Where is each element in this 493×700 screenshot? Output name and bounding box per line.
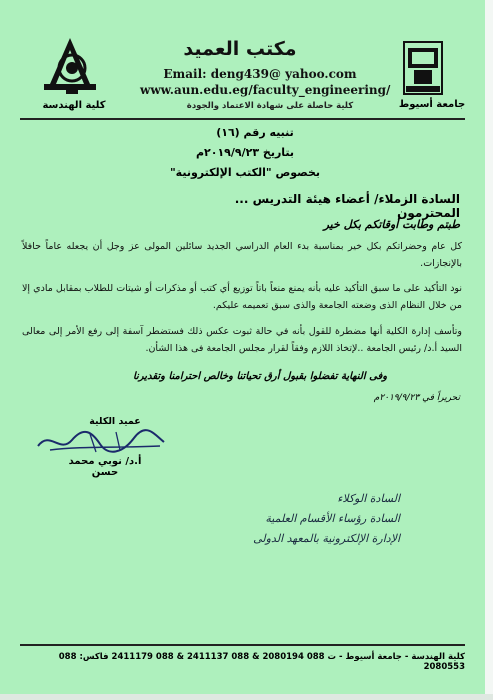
notice-date: بتاريخ ٢٠١٩/٩/٢٣م — [195, 146, 295, 159]
email-line: Email: deng439@ yahoo.com — [163, 67, 357, 81]
faculty-name: كلية الهندسة — [42, 100, 106, 111]
addressee: السادة الزملاء/ أعضاء هيئة التدريس ... المحترمون — [234, 192, 460, 220]
website-line: www.aun.edu.eg/faculty_engineering/ — [140, 83, 391, 97]
dean-name: أ.د/ نوبي محمد حسن — [68, 456, 142, 478]
issued-date: تحريراً في ٢٠١٩/٩/٢٣م — [373, 393, 460, 403]
accreditation-note: كلية حاصلة على شهادة الاعتماد والجودة — [186, 101, 354, 111]
cc-item: الإدارة الإلكترونية بالمعهد الدولى — [253, 532, 400, 545]
office-title: مكتب العميد — [183, 38, 297, 60]
page-edge — [485, 0, 493, 700]
header-divider — [20, 118, 465, 120]
cc-item: السادة رؤساء الأقسام العلمية — [265, 512, 400, 525]
footer-contact: كلية الهندسة - جامعة أسيوط - ت 088 2080194 & 088 2411137 & 088 2411179 فاكس: 088 2080553 — [58, 652, 465, 672]
faculty-logo — [42, 34, 98, 96]
university-logo — [402, 40, 444, 96]
paragraph-2: نود التأكيد على ما سبق التأكيد عليه بأنه يمنع منعاً باتاً توزيع أي كتب أو مذكرات أو شيتات للطلاب بمقابل مادي إلا من خلال النظام الذى وضعته الجامعة والذى سبق تعميمه عليكم. — [22, 283, 462, 311]
notice-subject: بخصوص "الكتب الإلكترونية" — [169, 166, 321, 179]
paragraph-1: كل عام وحضراتكم بكل خير بمناسبة بدء العام الدراسي الجديد سائلين المولى عز وجل أن يجعله عاماً حافلاً بالإنجازات. — [22, 241, 462, 269]
footer-divider — [20, 644, 465, 646]
cc-item: السادة الوكلاء — [337, 492, 400, 505]
handwritten-signature — [30, 424, 170, 458]
university-name: جامعة أسيوط — [398, 99, 466, 110]
greeting: طبتم وطابت أوقاتكم بكل خير — [323, 218, 460, 231]
page-edge-bottom — [0, 694, 493, 700]
notice-number: تنبيه رقم (١٦) — [216, 126, 294, 139]
dean-title: عميد الكلية — [89, 416, 141, 427]
paragraph-3: وتأسف إدارة الكلية أنها مضطرة للقول بأنه في حالة ثبوت عكس ذلك فستضطر آسفة إلى رفع الأمر إلى معالى السيد أ.د/ رئيس الجامعة ..لإتخاذ اللازم وفقاً لقرار مجلس الجامعة فى هذا الشأن. — [22, 326, 462, 354]
closing-line: وفى النهاية تفضلوا بقبول أرق تحياتنا وخالص احترامنا وتقديرنا — [132, 371, 388, 382]
